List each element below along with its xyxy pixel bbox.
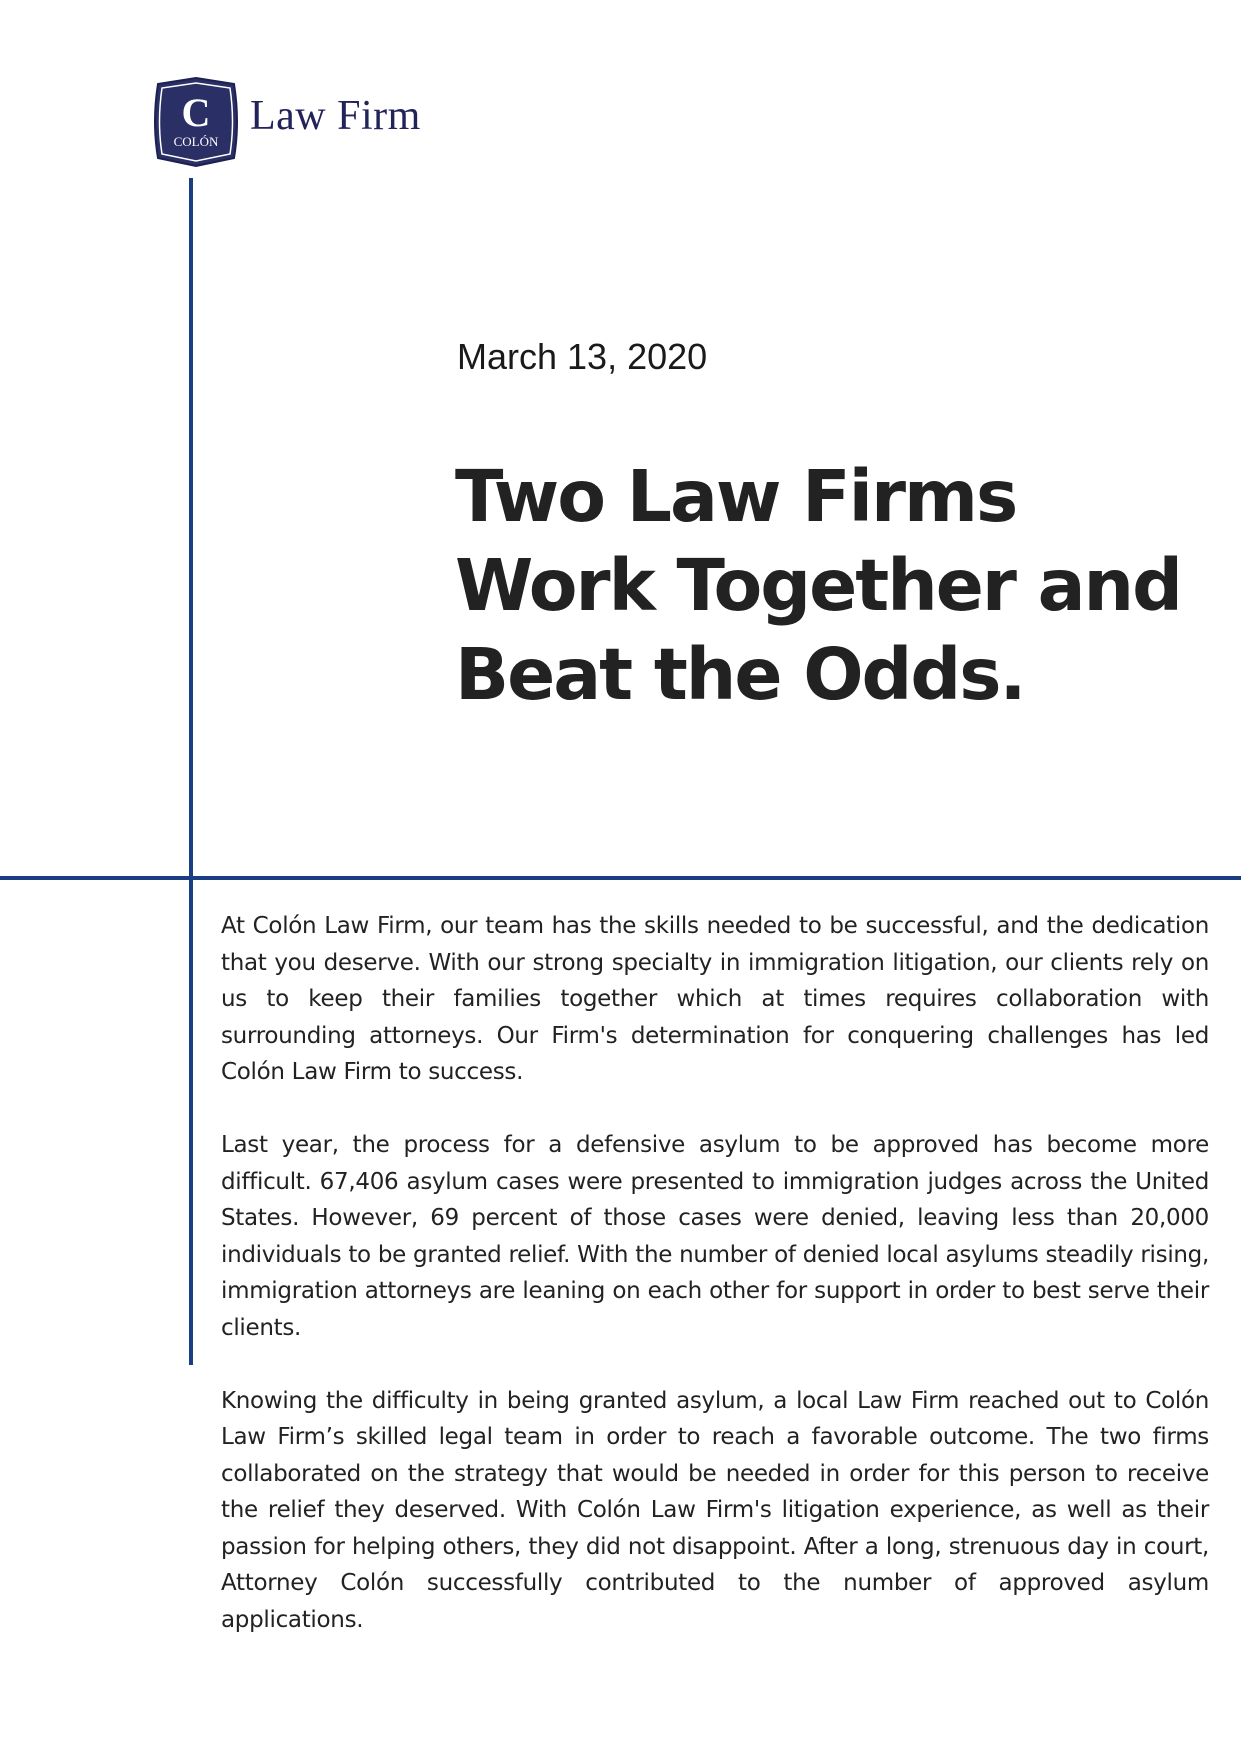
firm-name: Law Firm [250,93,421,139]
horizontal-rule [0,876,1241,880]
paragraph-1: At Colón Law Firm, our team has the skills needed to be successful, and the dedication that you deserve. With our strong specialty in immigration litigation, our clients rely on us to keep their families together which at times requires collaboration with surrounding attorneys. Our Firm's determination for conquering challenges has led Colón Law Firm to success. [221,913,1209,1085]
paragraph-3: Knowing the difficulty in being granted asylum, a local Law Firm reached out to Colón Law Firm’s skilled legal team in order to reach a favorable outcome. The two firms collaborated on the strategy that would be needed in order for this person to receive the relief they deserved. With Colón Law Firm's litigation experience, as well as their passion for helping others, they did not disappoint. After a long, strenuous day in court, Attorney Colón successfully contributed to the number of approved asylum applications. [221,1387,1209,1633]
firm-logo [150,74,421,170]
colon-emblem-icon [150,74,242,170]
article-date: March 13, 2020 [457,336,708,377]
article-title: Two Law Firms Work Together and Beat the Odds. [455,455,1181,716]
paragraph-2: Last year, the process for a defensive asylum to be approved has become more difficult. 67,406 asylum cases were presented to immigration judges across the United States. However, 69 percent of those cases were denied, leaving less than 20,000 individuals to be granted relief. With the number of denied local asylums steadily rising, immigration attorneys are leaning on each other for support in order to best serve their clients. [221,1132,1209,1341]
article-body [221,908,1209,1675]
emblem-name: COLÓN [173,134,219,149]
emblem-letter: C [181,90,211,135]
vertical-rule [189,178,193,1365]
